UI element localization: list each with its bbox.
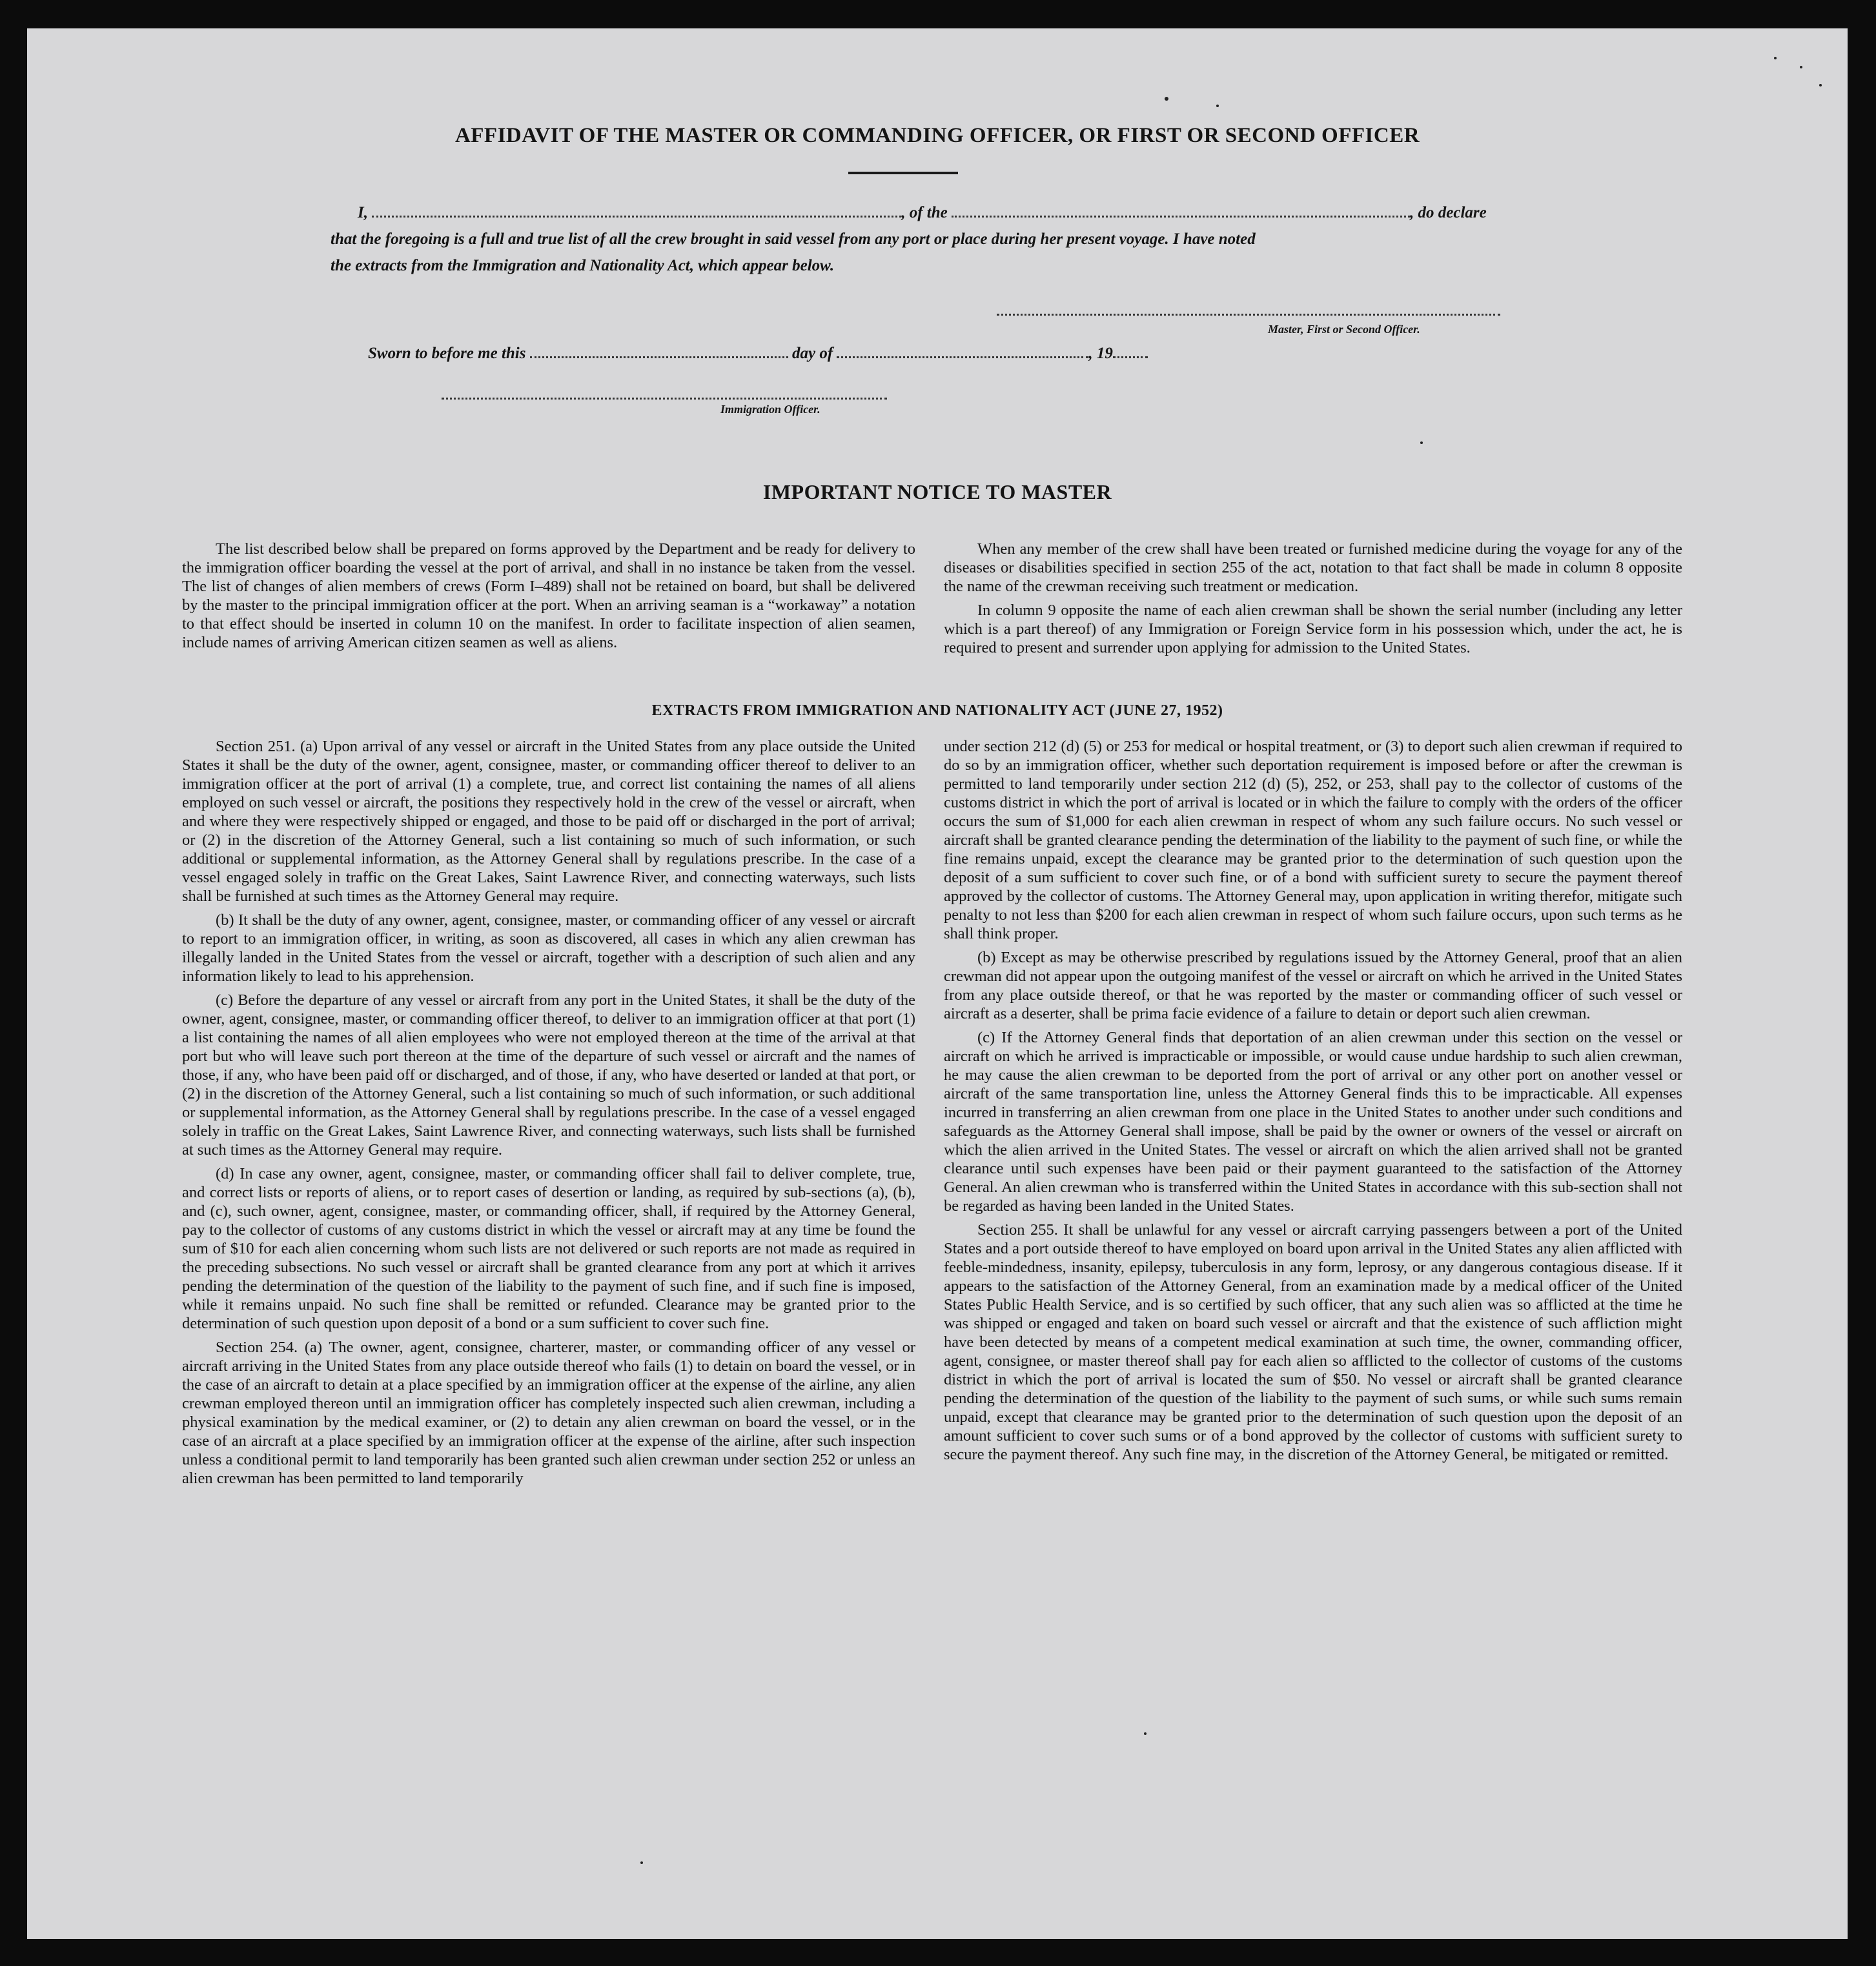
master-caption: Master, First or Second Officer. bbox=[1268, 323, 1420, 336]
sworn-text: Sworn to before me this bbox=[368, 345, 526, 362]
sworn-year-field[interactable] bbox=[1113, 356, 1148, 358]
officer-caption: Immigration Officer. bbox=[720, 403, 821, 416]
sworn-line bbox=[368, 345, 1272, 363]
sworn-day-field[interactable] bbox=[530, 356, 788, 358]
declaration-line-2: that the foregoing is a full and true list of all the crew brought in said vessel from any port or place during her present voyage. I have noted bbox=[331, 230, 1256, 248]
year-prefix: , 19 bbox=[1088, 345, 1113, 362]
extracts-left-column bbox=[182, 737, 915, 1493]
section-251a: Section 251. (a) Upon arrival of any vessel or aircraft in the United States from any place outside the United States it shall be the duty of the owner, agent, consignee, master, or commanding officer thereof to deliver to an immigration officer at the port of arrival (1) a complete, true, and correct list containing the names of all aliens employed on such vessel or aircraft, the positions they respectively hold in the crew of the vessel or aircraft, when and where they were respectively shipped or engaged, and those to be paid off or discharged in the port of arrival; or (2) in the discretion of the Attorney General, such a list containing so much of such information, or such additional or supplemental information, as the Attorney General shall by regulations prescribe. In the case of a vessel engaged solely in traffic on the Great Lakes, Saint Lawrence River, and connecting waterways, such lists shall be furnished at such times as the Attorney General may require. bbox=[182, 738, 915, 905]
affidavit-title: AFFIDAVIT OF THE MASTER OR COMMANDING OFFICER, OR FIRST OR SECOND OFFICER bbox=[454, 124, 1420, 147]
scan-speck bbox=[1144, 1732, 1147, 1735]
notice-right-column bbox=[944, 540, 1682, 662]
section-254a-continued: under section 212 (d) (5) or 253 for medical or hospital treatment, or (3) to deport such alien crewman if required to do so by an immigration officer, whether such deportation requirement is imposed before or after the crewman is permitted to land temporarily under section 212 (d) (5), 252, or 253, shall pay to the collector of customs of the customs district in which the port of arrival is located or in which the failure to comply with the orders of the officer occurs the sum of $1,000 for each alien crewman in respect of whom any such failure occurs. No such vessel or aircraft shall be granted clearance pending the determination of the liability to the payment of such fine, or while the fine remains unpaid, except the clearance may be granted prior to the determination of such question upon the deposit of a sum sufficient to cover such fine, or of a bond with sufficient surety to secure the payment thereof approved by the collector of customs. The Attorney General may, upon application in writing therefor, mitigate such penalty to not less than $200 for each alien crewman in respect of whom such failure occurs, upon such terms as he shall think proper. bbox=[944, 738, 1682, 942]
scan-speck bbox=[1774, 57, 1777, 59]
sworn-month-field[interactable] bbox=[837, 356, 1088, 358]
section-255: Section 255. It shall be unlawful for any vessel or aircraft carrying passengers between a port of the United States and a port outside thereof to have employed on board upon arrival in the United States any alien afflicted with feeble-mindedness, insanity, epilepsy, tuberculosis in any form, leprosy, or any dangerous contagious disease. If it appears to the satisfaction of the Attorney General, from an examination made by a medical officer of the United States Public Health Service, and is so certified by such officer, that any such alien was so afflicted at the time he was shipped or engaged and taken on board such vessel or aircraft and that the existence of such affliction might have been detected by means of a competent medical examination at such time, the owner, commanding officer, agent, consignee, or master thereof shall pay for each alien so afflicted to the collector of customs of the customs district in which the port of arrival is located the sum of $50. No vessel or aircraft shall be granted clearance pending the determination of the question of the liability to the payment of such sums, or while such sums remain unpaid, except that clearance may be granted prior to the determination of such question upon the deposit of an amount sufficient to cover such sums or of a bond approved by the collector of customs with sufficient surety to secure the payment thereof. Any such fine may, in the discretion of the Attorney General, be mitigated or remitted. bbox=[944, 1221, 1682, 1463]
notice-paragraph: In column 9 opposite the name of each alien crewman shall be shown the serial number (including any letter which is a part thereof) of any Immigration or Foreign Service form in his possession which, under the act, he is required to present and surrender upon applying for admission to the United States. bbox=[944, 602, 1682, 656]
extracts-right-column bbox=[944, 737, 1682, 1469]
extracts-title: EXTRACTS FROM IMMIGRATION AND NATIONALITY ACT (JUNE 27, 1952) bbox=[651, 702, 1223, 719]
section-254a: Section 254. (a) The owner, agent, consignee, charterer, master, or commanding officer of any vessel or aircraft arriving in the United States from any place outside thereof who fails (1) to detain on board the vessel, or in the case of an aircraft to detain at a place specified by an immigration officer at the expense of the airline, any alien crewman employed thereon until an immigration officer has completely inspected such alien crewman, including a physical examination by the medical examiner, or (2) to detain any alien crewman on board the vessel, or in the case of an aircraft at a place specified by an immigration officer at the expense of the airline, after such inspection unless a conditional permit to land temporarily has been granted such alien crewman under section 252 or unless an alien crewman has been permitted to land temporarily bbox=[182, 1339, 915, 1487]
master-signature-field[interactable] bbox=[997, 314, 1500, 316]
title-underline bbox=[848, 172, 958, 174]
section-251c: (c) Before the departure of any vessel or aircraft from any port in the United States, it shall be the duty of the owner, agent, consignee, master, or commanding officer thereof, to deliver to an immigration officer at that port (1) a list containing the names of all alien employees who were not employed thereon at the time of the arrival at that port but who will leave such port thereon at the time of the departure of such vessel or aircraft and the names of those, if any, who have been paid off or discharged, and of those, if any, who have deserted or landed at that port, or (2) in the discretion of the Attorney General, such a list containing so much of such information, or such additional or supplemental information, as the Attorney General shall by regulations prescribe. In the case of a vessel engaged solely in traffic on the Great Lakes, Saint Lawrence River, and connecting waterways, such lists shall be furnished at such times as the Attorney General may require. bbox=[182, 991, 915, 1159]
declaration-of-the: , of the bbox=[901, 204, 948, 221]
officer-signature-field[interactable] bbox=[442, 398, 887, 400]
section-251d: (d) In case any owner, agent, consignee, master, or commanding officer shall fail to deliver complete, true, and correct lists or reports of aliens, or to report cases of desertion or landing, as required by sub-sections (a), (b), and (c), such owner, agent, consignee, master, or commanding officer, shall, if required by the Attorney General, pay to the collector of customs of any customs district in which the vessel or aircraft may at any time be found the sum of $10 for each alien concerning whom such lists are not delivered or such reports are not made as required in the preceding subsections. No such vessel or aircraft shall be granted clearance from any port at which it arrives pending the determination of the question of the liability to the payment of such fine, and if such fine is imposed, while it remains unpaid. No such fine shall be remitted or refunded. Clearance may be granted prior to the determination of such question upon deposit of a bond or a sum sufficient to cover such fine. bbox=[182, 1165, 915, 1332]
scan-speck bbox=[640, 1861, 643, 1864]
scan-speck bbox=[1420, 441, 1423, 444]
notice-left-column bbox=[182, 540, 915, 657]
scan-speck bbox=[1800, 66, 1802, 68]
notice-title: IMPORTANT NOTICE TO MASTER bbox=[762, 480, 1112, 503]
day-of-text: day of bbox=[791, 345, 833, 362]
declaration-line-3: the extracts from the Immigration and Nationality Act, which appear below. bbox=[331, 257, 835, 274]
notice-paragraph: When any member of the crew shall have been treated or furnished medicine during the voyage for any of the diseases or disabilities specified in section 255 of the act, notation to that fact shall be made in column 8 opposite the name of the crewman receiving such treatment or medication. bbox=[944, 540, 1682, 595]
section-254c: (c) If the Attorney General finds that deportation of an alien crewman under this section on the vessel or aircraft on which he arrived is impracticable or impossible, or would cause undue hardship to such alien crewman, he may cause the alien crewman to be deported from the port of arrival or any other port on another vessel or aircraft of the same transportation line, unless the Attorney General finds this to be impracticable. All expenses incurred in transferring an alien crewman from one place in the United States to another under such conditions and safeguards as the Attorney General shall impose, shall be paid by the owner or owners of the vessel or aircraft on which the alien arrived in the United States. The vessel or aircraft on which the alien arrived shall not be granted clearance until such expenses have been paid or their payment guaranteed to the satisfaction of the Attorney General. An alien crewman who is transferred within the United States in accordance with this sub-section shall not be regarded as having been landed in the United States. bbox=[944, 1029, 1682, 1215]
scan-speck bbox=[1819, 84, 1822, 86]
declaration-i: I, bbox=[358, 204, 368, 221]
scan-speck bbox=[1216, 105, 1219, 107]
section-251b: (b) It shall be the duty of any owner, agent, consignee, master, or commanding officer of any vessel or aircraft to report to an immigration officer, in writing, as soon as discovered, all cases in which any alien crewman has illegally landed in the United States from the vessel or aircraft, together with a description of such alien and any information likely to lead to his apprehension. bbox=[182, 911, 915, 985]
declaration-line-1 bbox=[358, 204, 1526, 222]
document-page bbox=[27, 28, 1848, 1939]
vessel-field[interactable] bbox=[952, 216, 1410, 218]
section-254b: (b) Except as may be otherwise prescribed by regulations issued by the Attorney General, proof that an alien crewman did not appear upon the outgoing manifest of the vessel or aircraft on which he arrived in the United States from any place outside thereof, or that he was reported by the master or commanding officer of such vessel or aircraft as a deserter, shall be prima facie evidence of a failure to detain or deport such alien crewman. bbox=[944, 949, 1682, 1022]
notice-paragraph: The list described below shall be prepared on forms approved by the Department and be ready for delivery to the immigration officer boarding the vessel at the port of arrival, and shall in no instance be taken from the vessel. The list of changes of alien members of crews (Form I–489) shall not be retained on board, but shall be delivered by the master to the principal immigration officer at the port. When an arriving seaman is a “workaway” a notation to that effect should be inserted in column 10 on the manifest. In order to facilitate inspection of alien seamen, include names of arriving American citizen seamen as well as aliens. bbox=[182, 540, 915, 651]
scan-speck bbox=[1165, 97, 1168, 101]
declaration-do-declare: , do declare bbox=[1410, 204, 1487, 221]
name-field[interactable] bbox=[372, 216, 901, 218]
